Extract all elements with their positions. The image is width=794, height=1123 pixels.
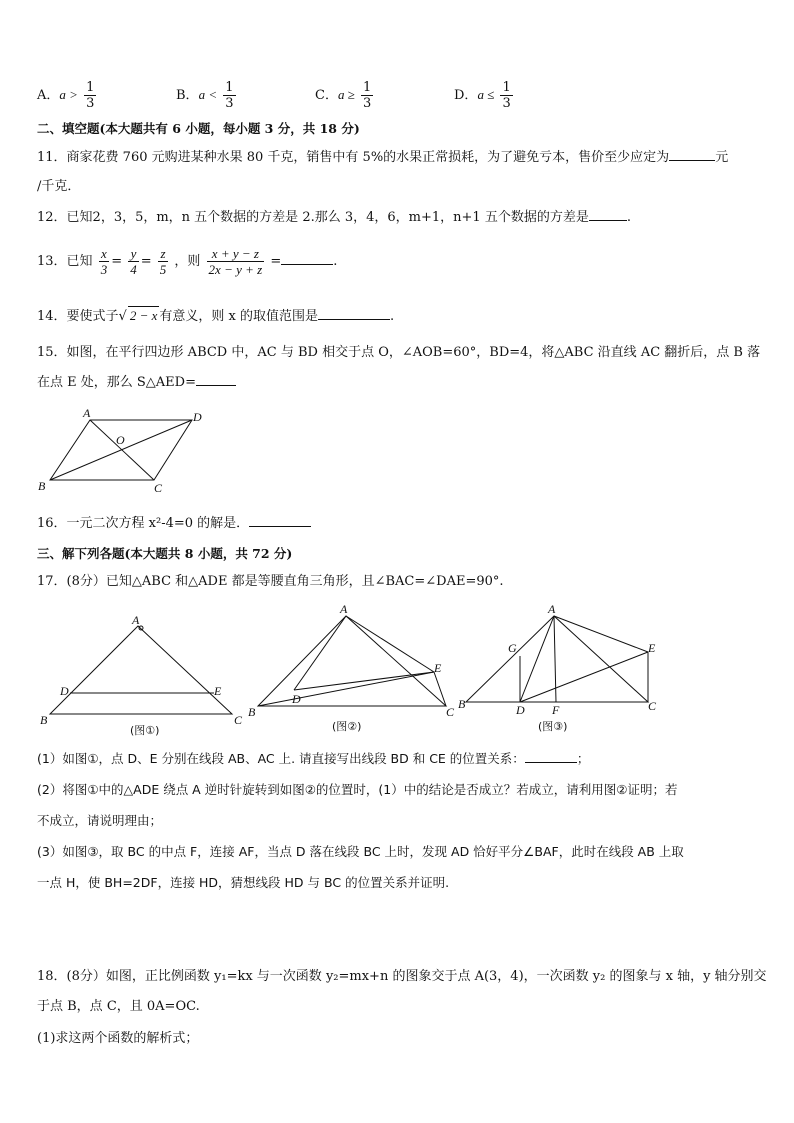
answer-blank[interactable] — [669, 148, 715, 161]
q17-part2-line1: (2）将图①中的△ADE 绕点 A 逆时针旋转到如图②的位置时，(1）中的结论是否成立？若成立，请利用图②证明；若 — [37, 782, 678, 797]
answer-blank[interactable] — [281, 252, 333, 265]
fig3-label-c: C — [648, 699, 657, 713]
sqrt-icon: √ — [118, 309, 127, 324]
q18-line1: 18．(8分）如图，正比例函数 y₁=kx 与一次函数 y₂=mx+n 的图象交于点 A(3，4)，一次函数 y₂ 的图象与 x 轴，y 轴分别交 — [37, 969, 767, 984]
fraction: $\frac{1}{3}$ — [362, 80, 372, 111]
fig1-label-b: B — [40, 713, 48, 727]
fig2-label-b: B — [248, 705, 256, 719]
q17-intro: 17．(8分）已知△ABC 和△ADE 都是等腰直角三角形，且∠BAC=∠DAE=90°. — [37, 574, 504, 589]
fig3-label-d: D — [516, 703, 525, 717]
q10-option-c: C．a ≥ $\frac{1}{3}$ — [315, 80, 372, 111]
fraction-expression: $\frac{x + y - z}{2x - y + z}$ — [208, 246, 263, 277]
q18-line2: 于点 B，点 C，且 0A=OC. — [37, 999, 200, 1014]
fig1-label-a: A — [132, 613, 140, 627]
q14: 14．要使式子√ 2 − x 有意义，则 x 的取值范围是 . — [37, 308, 395, 324]
q18-sub1: (1)求这两个函数的解析式； — [37, 1031, 199, 1046]
fig3-caption: (图③) — [538, 720, 568, 733]
fig3-label-b: B — [458, 697, 466, 711]
q17-part2-line2: 不成立，请说明理由； — [37, 813, 163, 828]
fraction: $\frac{1}{3}$ — [225, 80, 234, 111]
q10-option-b: B．a < $\frac{1}{3}$ — [176, 80, 234, 111]
fig3-label-f: F — [552, 703, 560, 717]
q11-line1: 11．商家花费 760 元购进某种水果 80 千克，销售中有 5%的水果正常损耗，为了避免亏本，售价至少应定为 元 — [37, 150, 729, 165]
fig2-label-a: A — [340, 602, 348, 616]
fraction-z5: $\frac{z}{5}$ — [159, 246, 167, 277]
fig1-label-c: C — [234, 713, 243, 727]
answer-blank[interactable] — [318, 307, 390, 320]
q10-option-a: A．a > $\frac{1}{3}$ — [37, 80, 95, 111]
fig2-label-c: C — [446, 705, 455, 719]
label-b: B — [38, 479, 46, 493]
fraction: $\frac{1}{3}$ — [502, 80, 511, 111]
q15-line1: 15．如图，在平行四边形 ABCD 中，AC 与 BD 相交于点 O，∠AOB=60°，BD=4，将△ABC 沿直线 AC 翻折后，点 B 落 — [37, 345, 761, 360]
answer-blank[interactable] — [525, 750, 577, 763]
fig2-label-e: E — [434, 661, 442, 675]
fig2-caption: (图②) — [332, 720, 362, 733]
answer-blank[interactable] — [249, 514, 311, 527]
label-o: O — [116, 433, 125, 447]
fig3-label-e: E — [648, 641, 656, 655]
label-a: A — [83, 406, 91, 420]
figure-17 — [36, 600, 756, 740]
q11-line2: /千克． — [37, 179, 81, 194]
q12: 12．已知2，3，5，m，n 五个数据的方差是 2.那么 3，4，6，m+1，n+1 五个数据的方差是 . — [37, 210, 631, 225]
parallelogram-figure — [36, 404, 216, 494]
label-c: C — [154, 481, 163, 494]
q17-part1: (1）如图①，点 D、E 分别在线段 AB、AC 上. 请直接写出线段 BD 和 CE 的位置关系： ； — [37, 751, 590, 766]
answer-blank[interactable] — [196, 373, 236, 386]
q10-option-d: D．a ≤ $\frac{1}{3}$ — [454, 80, 511, 111]
q15-line2: 在点 E 处，那么 S△AED= — [37, 373, 236, 392]
section3-title: 三、解下列各题(本大题共 8 小题，共 72 分) — [37, 546, 293, 561]
answer-blank[interactable] — [589, 208, 627, 221]
fraction-y4: $\frac{y}{4}$ — [130, 246, 137, 277]
section2-title: 二、填空题(本大题共有 6 小题，每小题 3 分，共 18 分) — [37, 121, 360, 136]
fig1-caption: (图①) — [130, 724, 160, 737]
fig1-label-d: D — [60, 684, 69, 698]
q13: 13．已知 $\frac{x}{3}$ = $\frac{y}{4}$ = $\frac{z}{5}$ ，则 $\frac{x + y - z}{2x - y + z}$ = . — [37, 246, 338, 277]
q17-part3-line1: (3）如图③，取 BC 的中点 F，连接 AF，当点 D 落在线段 BC 上时，发现 AD 恰好平分∠BAF，此时在线段 AB 上取 — [37, 844, 684, 859]
fig1-label-e: E — [214, 684, 222, 698]
fig3-label-a: A — [548, 602, 556, 616]
q16: 16．一元二次方程 x²-4=0 的解是． — [37, 514, 311, 533]
label-d: D — [193, 410, 202, 424]
fraction: $\frac{1}{3}$ — [86, 80, 95, 111]
fig2-label-d: D — [292, 692, 301, 706]
fraction-x3: $\frac{x}{3}$ — [100, 246, 108, 277]
q17-part3-line2: 一点 H，使 BH=2DF，连接 HD，猜想线段 HD 与 BC 的位置关系并证明. — [37, 875, 450, 890]
fig3-label-g: G — [508, 641, 517, 655]
